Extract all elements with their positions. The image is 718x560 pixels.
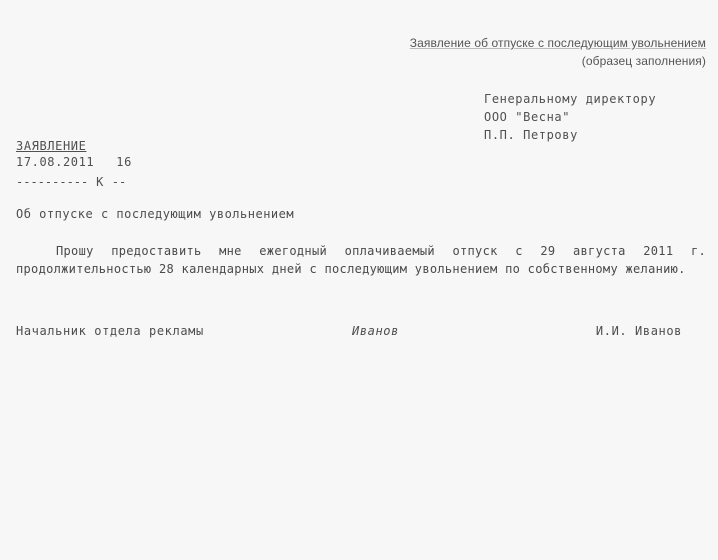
caption-subtitle: (образец заполнения) — [581, 54, 706, 68]
addressee-company: ООО "Весна" — [484, 110, 571, 124]
signer-position: Начальник отдела рекламы — [16, 324, 204, 338]
place-dashes: ---------- — [16, 175, 89, 189]
request-body — [16, 242, 706, 278]
document-date: 17.08.2011 — [16, 155, 95, 169]
document-subject: Об отпуске с последующим увольнением — [16, 207, 295, 221]
addressee-block — [484, 90, 656, 144]
date-number-line — [16, 154, 132, 170]
sample-caption — [410, 34, 706, 70]
document-kind: ЗАЯВЛЕНИЕ — [16, 139, 87, 153]
document-header — [16, 138, 132, 190]
signature-row — [16, 322, 682, 340]
place-tail: -- — [111, 175, 127, 189]
place-line — [16, 174, 132, 190]
request-paragraph: Прошу предоставить мне ежегодный оплачиваемый отпуск с 29 августа 2011 г. продолжительностью 28 календарных дней с последующим увольнением по собственному желанию. — [16, 244, 706, 276]
signer-full-name: И.И. Иванов — [595, 324, 682, 338]
signer-signature: Иванов — [352, 324, 399, 338]
addressee-position: Генеральному директору — [484, 92, 657, 106]
place-letter: К — [96, 175, 104, 189]
document-number: 16 — [116, 155, 132, 169]
caption-title: Заявление об отпуске с последующим увольнением — [409, 36, 706, 50]
addressee-name: П.П. Петрову — [484, 128, 578, 142]
